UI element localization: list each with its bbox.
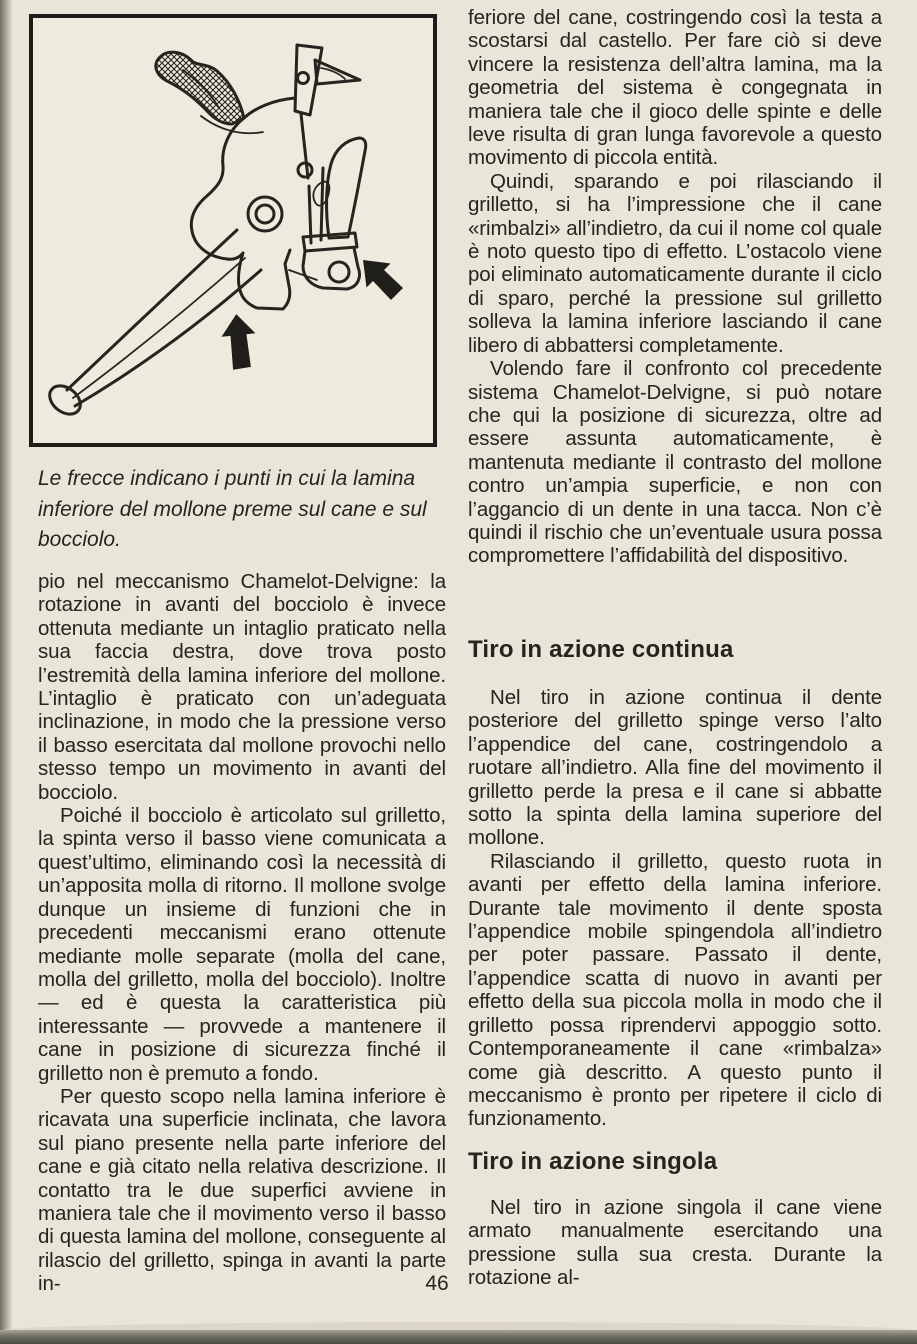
paragraph: Poiché il bocciolo è articolato sul grilletto, la spinta verso il basso viene comunicata a quest’ultimo, eliminando così la necessità di un’apposita molla di ritorno. Il mollone svolge dunque un insieme di funzioni che in precedenti meccanismi erano ottenute mediante molle separate (molla del cane, molla del grilletto, molla del bocciolo). Inoltre — ed è questa la caratteristica più interessante — provvede a mantenere il cane in posizione di sicurezza finché il grilletto non è premuto a fondo. — [38, 804, 446, 1085]
paragraph: Nel tiro in azione singola il cane viene armato manualmente esercitando una pressione sulla sua cresta. Durante la rotazione al- — [468, 1196, 882, 1290]
right-column — [468, 6, 882, 568]
paragraph: Per questo scopo nella lamina inferiore è ricavata una superficie inclinata, che lavora sul piano presente nella parte inferiore del cane e già citato nella relativa descrizione. Il contatto tra le due superfici avviene in maniera tale che il movimento verso il basso di questa lamina del mollone, conseguente al rilascio del grilletto, spinga in avanti la parte in- — [38, 1084, 446, 1296]
paragraph: Nel tiro in azione continua il dente posteriore del grilletto spinge verso l’alto l’appendice del cane, costringendolo a ruotare all’indietro. Alla fine del movimento il grilletto perde la presa e il cane si abbatte sotto la spinta della lamina superiore del mollone. — [468, 686, 882, 850]
mechanism-figure-frame — [29, 14, 437, 447]
left-column — [38, 570, 446, 1296]
revolver-mechanism-drawing — [33, 18, 433, 443]
up-left-arrow-icon — [363, 260, 403, 300]
scan-bottom-edge — [0, 1330, 917, 1344]
section-azione-singola — [468, 1196, 882, 1290]
trigger-blade — [327, 138, 366, 238]
page-number: 46 — [425, 1272, 449, 1295]
section-heading-azione-singola: Tiro in azione singola — [468, 1148, 718, 1175]
paragraph: Rilasciando il grilletto, questo ruota in avanti per effetto della lamina inferiore. Durante tale movimento il dente sposta l’appendice mobile spingendola all’indietro per poter passare. Passato il dente, l’appendice scatta di nuovo in avanti per effetto della sua piccola molla in modo che il grilletto possa riprendervi appoggio sotto. Contemporaneamente il cane «rimbalza» come già descritto. A questo punto il meccanismo è pronto per ripetere il ciclo di funzionamento. — [468, 849, 882, 1131]
section-azione-continua — [468, 686, 882, 1131]
paragraph: pio nel meccanismo Chamelot-Delvigne: la rotazione in avanti del bocciolo è invece ottenuta mediante un intaglio praticato nella sua faccia destra, dove trova posto l’estremità della lamina inferiore del mollone. L’intaglio è praticato con un’adeguata inclinazione, in modo che la pressione verso il basso esercitata dal mollone provochi nello stesso tempo un movimento in avanti del bocciolo. — [38, 570, 446, 804]
mainspring-butt-cap — [44, 380, 86, 420]
paragraph: feriore del cane, costringendo così la testa a scostarsi dal castello. Per fare ciò si deve vincere la resistenza dell’altra lamina, ma la geometria del sistema è congegnata in maniera tale che il gioco delle spinte e delle leve risulta di gran lunga favorevole a questo movimento di piccola entità. — [468, 6, 882, 170]
figure-caption: Le frecce indicano i punti in cui la lamina inferiore del mollone preme sul cane e sul bocciolo. — [38, 467, 427, 551]
hammer-spur-checkered — [156, 52, 244, 124]
section-heading-azione-continua: Tiro in azione continua — [468, 636, 734, 663]
up-arrow-icon — [219, 312, 259, 370]
paragraph: Volendo fare il confronto col precedente sistema Chamelot-Delvigne, si può notare che qui la posizione di sicurezza, oltre ad essere assunta automaticamente, è mantenuta mediante il contrasto del mollone contro un’ampia superficie, e non con l’aggancio di un dente in una tacca. Non c’è quindi il rischio che un’eventuale usura possa compromettere l’affidabilità del dispositivo. — [468, 357, 882, 568]
page-gutter-edge — [0, 0, 13, 1344]
paragraph: Quindi, sparando e poi rilasciando il grilletto, si ha l’impressione che il cane «rimbalzi» all’indietro, da cui il nome col quale è noto questo tipo di effetto. L’ostacolo viene poi eliminato automaticamente durante il ciclo di sparo, perché la pressione sul grilletto solleva la lamina inferiore lasciando il cane libero di abbattersi completamente. — [468, 169, 882, 357]
